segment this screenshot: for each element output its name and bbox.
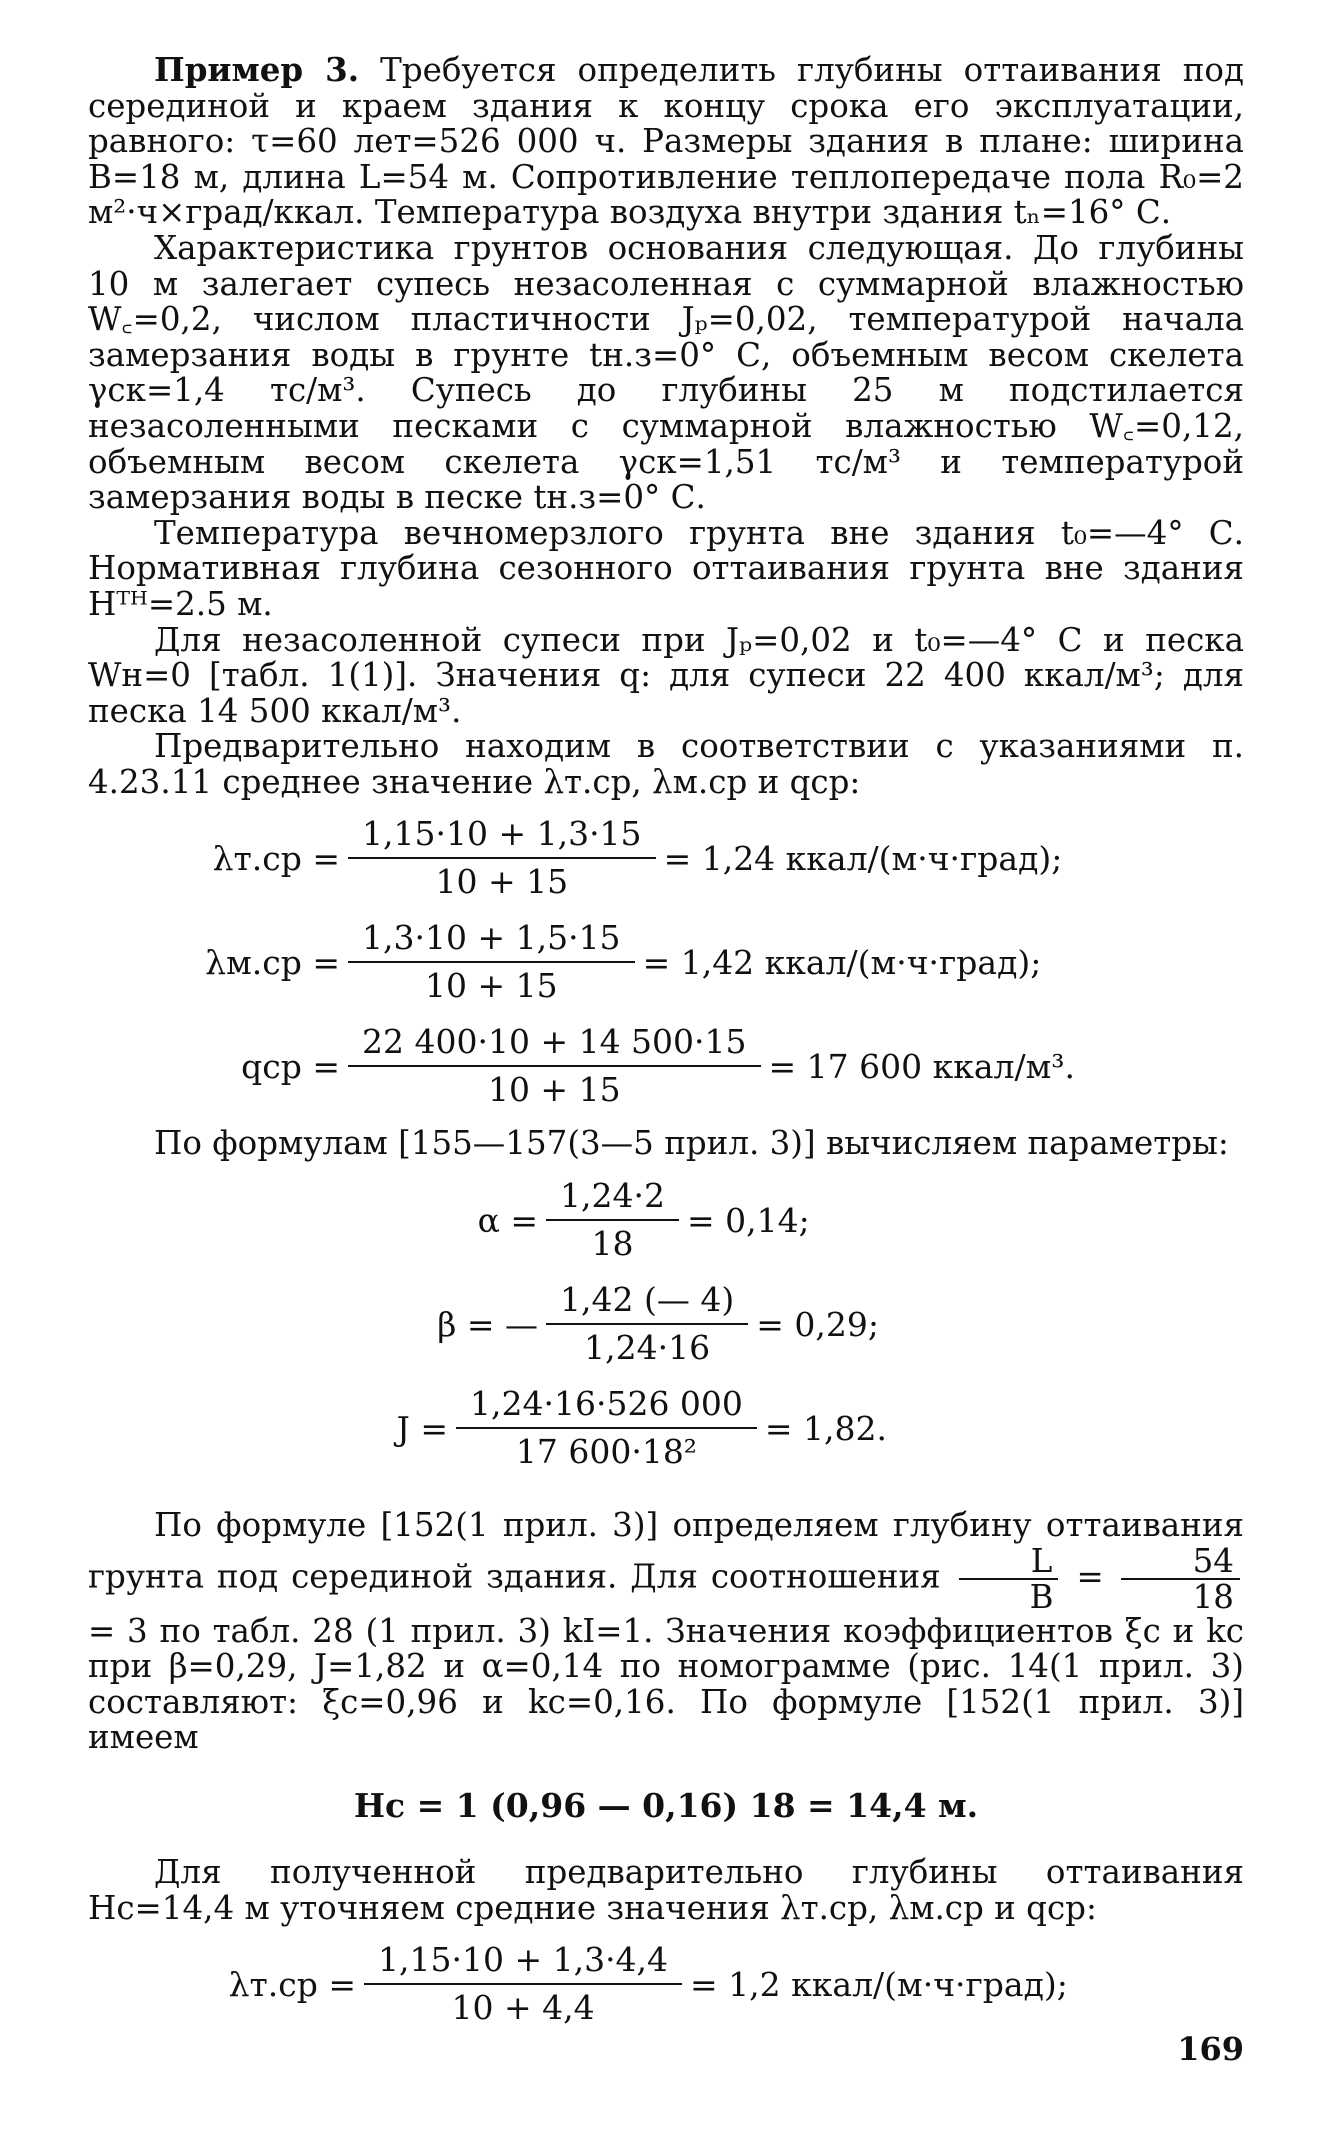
paragraph-parameters: По формулам [155—157(3—5 прил. 3)] вычисляем параметры: [154, 1124, 1229, 1163]
equation-q-avg [88, 1014, 1244, 1118]
paragraph-depth-middle-text-a: По формуле [152(1 прил. 3)] определяем глубину оттаивания грунта под серединой здания. Для соотношения [88, 1506, 1244, 1596]
equation-lhs: λт.ср = [212, 838, 340, 878]
equation-numerator: 1,3·10 + 1,5·15 [348, 919, 635, 963]
paragraph-soil-characteristics: Характеристика грунтов основания следующая. До глубины 10 м залегает супесь незасоленная с суммарной влажностью W꜀=0,2, числом пластичности Jₚ=0,02, температурой начала замерзания воды в грунте tн.з=0° С, объемным весом скелета γск=1,4 тс/м³. Супесь до глубины 25 м подстилается незасоленными песками с суммарной влажностью W꜀=0,12, объемным весом скелета γск=1,51 тс/м³ и температурой замерзания воды в песке tн.з=0° С. [88, 228, 1244, 517]
ratio-numeric-numerator: 54 [1121, 1544, 1240, 1580]
equation-denominator: 10 + 4,4 [451, 1988, 595, 2028]
equation-lambda-t-refined [88, 1932, 1244, 2036]
equation-denominator: 10 + 15 [435, 862, 569, 902]
ratio-numeric-denominator: 18 [1192, 1577, 1234, 1616]
equation-fraction [546, 1281, 748, 1367]
example-heading: Пример 3. [154, 50, 360, 89]
equation-lhs: λт.ср = [228, 1964, 356, 2004]
equation-fraction [456, 1385, 757, 1471]
equation-beta [88, 1272, 1244, 1376]
ratio-54-18 [1121, 1541, 1240, 1616]
equation-hc: Hc = 1 (0,96 — 0,16) 18 = 14,4 м. [353, 1786, 979, 1826]
equation-numerator: 1,24·2 [546, 1177, 679, 1221]
equation-fraction [348, 1023, 761, 1109]
equation-lambda-t [88, 806, 1244, 910]
equation-denominator: 10 + 15 [487, 1070, 621, 1110]
equation-numerator: 1,15·10 + 1,3·15 [348, 815, 656, 859]
equation-numerator: 1,42 (— 4) [546, 1281, 748, 1325]
equation-lhs: α = [477, 1200, 538, 1240]
equation-fraction [348, 815, 656, 901]
equation-lhs: β = — [437, 1304, 538, 1344]
equation-denominator: 18 [591, 1224, 634, 1264]
equation-j [88, 1376, 1244, 1480]
ratio-equals: = [1076, 1557, 1104, 1596]
equation-numerator: 1,15·10 + 1,3·4,4 [364, 1941, 682, 1985]
equation-rhs: = 1,24 ккал/(м·ч·град); [663, 838, 1063, 878]
ratio-l-b [958, 1541, 1060, 1616]
paragraph-example-3 [88, 52, 1244, 231]
paragraph-depth-middle [88, 1508, 1244, 1756]
ratio-l-denominator: B [1029, 1577, 1054, 1616]
equation-alpha [88, 1168, 1244, 1272]
equation-rhs: = 0,29; [756, 1304, 879, 1344]
paragraph-q-values: Для незасоленной супеси при Jₚ=0,02 и t₀=—4° С и песка Wн=0 [табл. 1(1)]. Значения q: для супеси 22 400 ккал/м³; для песка 14 500 ккал/м³. [88, 620, 1244, 730]
equation-fraction [348, 919, 635, 1005]
equation-rhs: = 1,2 ккал/(м·ч·град); [690, 1964, 1068, 2004]
equation-rhs: = 1,42 ккал/(м·ч·град); [642, 942, 1042, 982]
equation-rhs: = 1,82. [764, 1408, 888, 1448]
equation-lhs: λм.ср = [205, 942, 340, 982]
equation-rhs: = 17 600 ккал/м³. [768, 1046, 1076, 1086]
equation-denominator: 10 + 15 [424, 966, 558, 1006]
equation-fraction [546, 1177, 679, 1263]
ratio-l-numerator: L [959, 1544, 1059, 1580]
equation-numerator: 22 400·10 + 14 500·15 [348, 1023, 761, 1067]
paragraph-depth-middle-text-b: = 3 по табл. 28 (1 прил. 3) kI=1. Значения коэффициентов ξc и kc при β=0,29, J=1,82 и α=0,14 по номограмме (рис. 14(1 прил. 3) составляют: ξc=0,96 и kc=0,16. По формуле [152(1 прил. 3)] имеем [88, 1611, 1244, 1757]
paragraph-preliminary: Предварительно находим в соответствии с указаниями п. 4.23.11 среднее значение λт.ср, λм.ср и qср: [88, 727, 1244, 801]
equation-denominator: 17 600·18² [515, 1432, 698, 1472]
paragraph-refine: Для полученной предварительно глубины оттаивания Hc=14,4 м уточняем средние значения λт.ср, λм.ср и qср: [88, 1853, 1244, 1927]
example-text: Требуется определить глубины оттаивания под серединой и краем здания к концу срока его эксплуатации, равного: τ=60 лет=526 000 ч. Размеры здания в плане: ширина B=18 м, длина L=54 м. Сопротивление теплопередаче пола R₀=2 м²·ч×град/ккал. Температура воздуха внутри здания tₙ=16° С. [88, 51, 1244, 232]
equation-lhs: qср = [241, 1046, 340, 1086]
equation-fraction [364, 1941, 682, 2027]
equation-group-parameters [88, 1168, 1244, 1480]
equation-group-refined [88, 1932, 1244, 2036]
equation-rhs: = 0,14; [686, 1200, 810, 1240]
equation-group-averages [88, 806, 1244, 1118]
paragraph-permafrost-temperature: Температура вечномерзлого грунта вне здания t₀=—4° С. Нормативная глубина сезонного оттаивания грунта вне здания Hᵀᴴ=2.5 м. [88, 513, 1244, 623]
equation-lhs: J = [396, 1408, 448, 1448]
equation-numerator: 1,24·16·526 000 [456, 1385, 757, 1429]
equation-denominator: 1,24·16 [584, 1328, 711, 1368]
equation-lambda-m [88, 910, 1244, 1014]
page-number: 169 [1177, 2030, 1244, 2068]
